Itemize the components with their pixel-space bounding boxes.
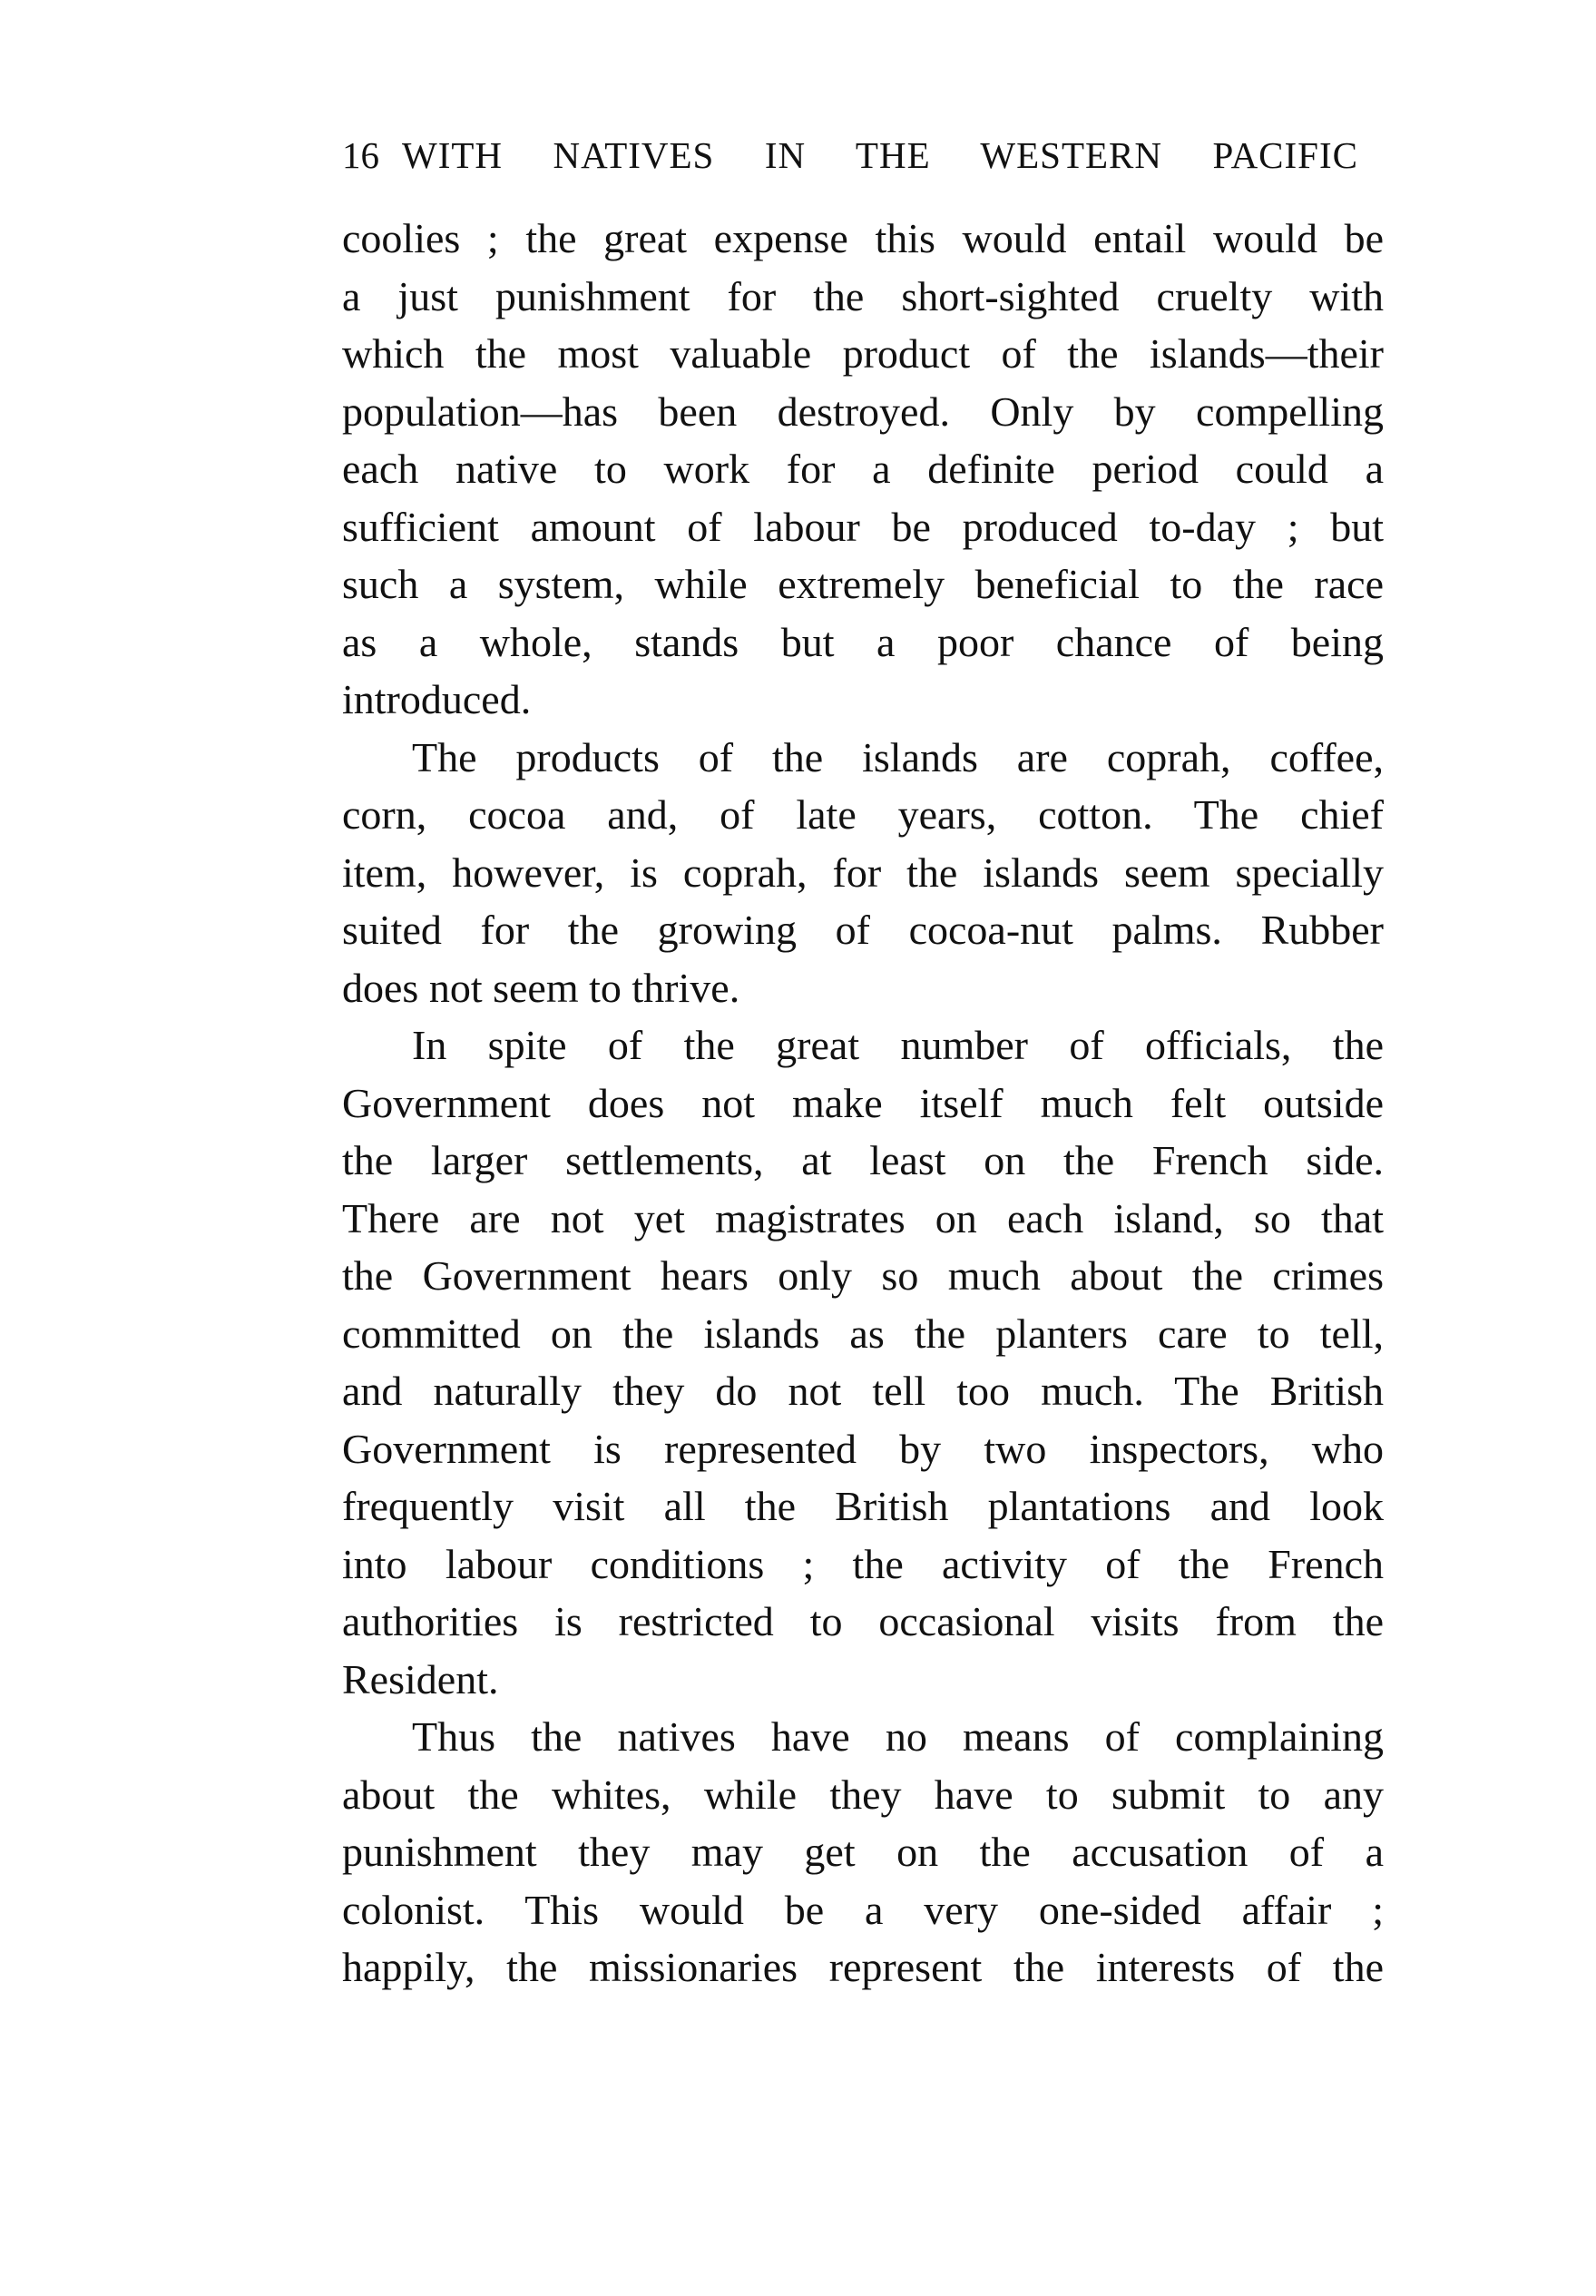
text-line: There are not yet magistrates on each island, so that xyxy=(342,1194,1384,1241)
text-line: coolies ; the great expense this would entail would be xyxy=(342,215,1384,261)
page-number: 16 xyxy=(342,134,379,176)
paragraph xyxy=(342,210,1384,729)
text-line: does not seem to thrive. xyxy=(342,964,740,1011)
text-line: In spite of the great number of officials, the xyxy=(412,1022,1384,1068)
text-line: Resident. xyxy=(342,1655,499,1702)
text-line: The products of the islands are coprah, coffee, xyxy=(412,733,1384,780)
running-header xyxy=(342,132,1358,178)
text-line: Government is represented by two inspectors, who xyxy=(342,1425,1384,1472)
paragraph xyxy=(342,1016,1384,1708)
text-line: Thus the natives have no means of complaining xyxy=(412,1713,1384,1760)
text-line: frequently visit all the British plantations and look xyxy=(342,1483,1384,1529)
text-line: which the most valuable product of the islands—their xyxy=(342,330,1384,377)
text-line: into labour conditions ; the activity of the French xyxy=(342,1540,1384,1587)
text-line: authorities is restricted to occasional visits from the xyxy=(342,1598,1384,1644)
text-line: population—has been destroyed. Only by compelling xyxy=(342,388,1384,435)
text-line: introduced. xyxy=(342,676,532,722)
text-line: item, however, is coprah, for the islands seem specially xyxy=(342,849,1384,896)
text-line: the larger settlements, at least on the French side. xyxy=(342,1137,1384,1183)
text-line: corn, cocoa and, of late years, cotton. The chief xyxy=(342,791,1384,838)
text-line: punishment they may get on the accusation of a xyxy=(342,1829,1384,1875)
body-text xyxy=(342,210,1384,1997)
text-line: each native to work for a definite period could a xyxy=(342,446,1384,492)
running-title: WITH NATIVES IN THE WESTERN PACIFIC xyxy=(402,134,1358,176)
paragraph xyxy=(342,729,1384,1017)
text-line: colonist. This would be a very one-sided affair ; xyxy=(342,1886,1384,1933)
text-line: and naturally they do not tell too much. The British xyxy=(342,1368,1384,1414)
text-line: happily, the missionaries represent the interests of the xyxy=(342,1944,1384,1990)
text-line: such a system, while extremely beneficial to the race xyxy=(342,561,1384,607)
text-line: as a whole, stands but a poor chance of being xyxy=(342,618,1384,665)
text-line: sufficient amount of labour be produced to-day ; but xyxy=(342,503,1384,550)
text-line: the Government hears only so much about the crimes xyxy=(342,1252,1384,1299)
text-line: about the whites, while they have to submit to any xyxy=(342,1771,1384,1818)
text-line: committed on the islands as the planters care to tell, xyxy=(342,1310,1384,1357)
paragraph xyxy=(342,1708,1384,1997)
text-line: Government does not make itself much felt outside xyxy=(342,1079,1384,1126)
text-line: suited for the growing of cocoa-nut palms. Rubber xyxy=(342,907,1384,953)
text-line: a just punishment for the short-sighted cruelty with xyxy=(342,272,1384,319)
